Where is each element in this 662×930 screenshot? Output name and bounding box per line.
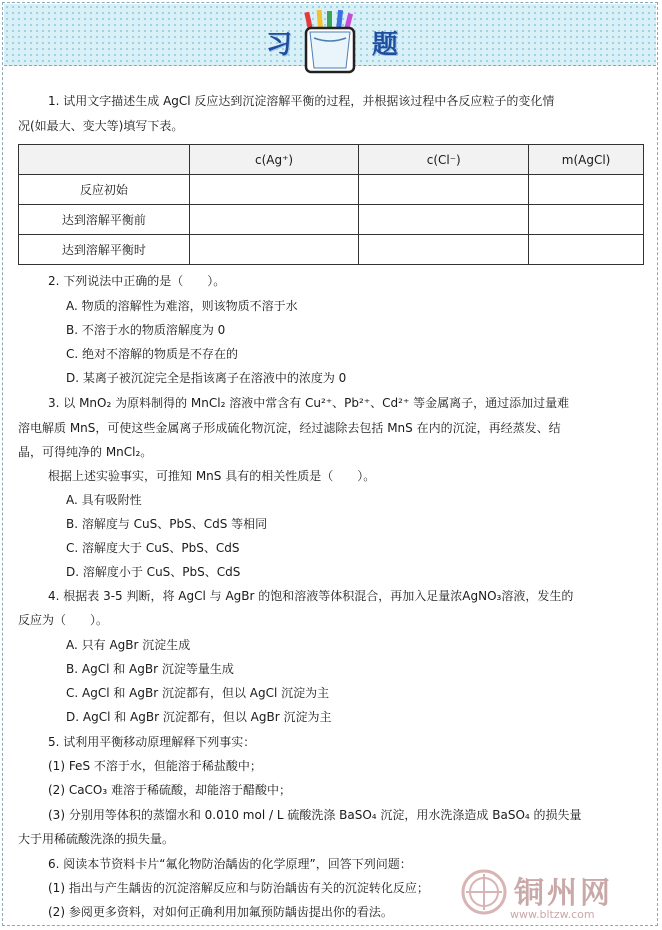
- q3-line3: 晶，可得纯净的 MnCl₂。: [18, 445, 153, 459]
- q4-line1: 4. 根据表 3-5 判断，将 AgCl 与 AgBr 的饱和溶液等体积混合，再加入足量浓AgNO₃溶液，发生的: [48, 589, 574, 603]
- q4-option-c: C. AgCl 和 AgBr 沉淀都有，但以 AgCl 沉淀为主: [66, 686, 330, 700]
- table-row-label: 达到溶解平衡前: [19, 205, 190, 235]
- q6-item2: (2) 参阅更多资料，对如何正确利用加氟预防龋齿提出你的看法。: [48, 905, 393, 919]
- title-left: 习: [266, 30, 294, 60]
- q1-table: [18, 144, 644, 265]
- q2-option-c: C. 绝对不溶解的物质是不存在的: [66, 347, 239, 361]
- table-cell: [189, 235, 359, 265]
- q2-option-a: A. 物质的溶解性为难溶，则该物质不溶于水: [66, 299, 298, 313]
- title-right: 题: [372, 30, 400, 60]
- q5-item1: (1) FeS 不溶于水，但能溶于稀盐酸中；: [48, 759, 262, 773]
- table-header-cell: [19, 145, 190, 175]
- watermark: [460, 866, 660, 926]
- table-header-cell: c(Cl⁻): [359, 145, 529, 175]
- table-row: [19, 235, 644, 265]
- q6-item1: (1) 指出与产生龋齿的沉淀溶解反应和与防治龋齿有关的沉淀转化反应；: [48, 881, 429, 895]
- q3-option-b: B. 溶解度与 CuS、PbS、CdS 等相同: [66, 517, 268, 531]
- q2-option-b: B. 不溶于水的物质溶解度为 0: [66, 323, 226, 337]
- table-row-label: 反应初始: [19, 175, 190, 205]
- table-cell: [359, 175, 529, 205]
- table-row-label: 达到溶解平衡时: [19, 235, 190, 265]
- q3-line2: 溶电解质 MnS，可使这些金属离子形成硫化物沉淀，经过滤除去包括 MnS 在内的沉淀，再经蒸发、结: [18, 421, 561, 435]
- q3-option-a: A. 具有吸附性: [66, 493, 142, 507]
- q4-option-d: D. AgCl 和 AgBr 沉淀都有，但以 AgBr 沉淀为主: [66, 710, 332, 724]
- table-cell: [529, 235, 644, 265]
- q3-option-c: C. 溶解度大于 CuS、PbS、CdS: [66, 541, 240, 555]
- table-cell: [359, 205, 529, 235]
- watermark-url: www.bltzw.com: [510, 908, 595, 921]
- q3-line4: 根据上述实验事实，可推知 MnS 具有的相关性质是（ ）。: [48, 469, 376, 483]
- watermark-logo-icon: [460, 868, 508, 916]
- q4-line2: 反应为（ ）。: [18, 613, 109, 627]
- q1-line1: 1. 试用文字描述生成 AgCl 反应达到沉淀溶解平衡的过程，并根据该过程中各反应粒子的变化情: [48, 94, 555, 108]
- q5-item3a: (3) 分别用等体积的蒸馏水和 0.010 mol / L 硫酸洗涤 BaSO₄ 沉淀，用水洗涤造成 BaSO₄ 的损失量: [48, 808, 582, 822]
- table-cell: [189, 175, 359, 205]
- table-header-cell: m(AgCl): [529, 145, 644, 175]
- table-cell: [529, 175, 644, 205]
- table-header-cell: c(Ag⁺): [189, 145, 359, 175]
- header-band: [4, 4, 656, 66]
- q6-stem: 6. 阅读本节资料卡片“氟化物防治龋齿的化学原理”，回答下列问题：: [48, 857, 412, 871]
- q2-option-d: D. 某离子被沉淀完全是指该离子在溶液中的浓度为 0: [66, 371, 347, 385]
- table-header-row: [19, 145, 644, 175]
- q5-item2: (2) CaCO₃ 难溶于稀硫酸，却能溶于醋酸中；: [48, 783, 291, 797]
- q5-stem: 5. 试利用平衡移动原理解释下列事实：: [48, 735, 256, 749]
- q2-stem: 2. 下列说法中正确的是（ ）。: [48, 274, 226, 288]
- table-row: [19, 175, 644, 205]
- q5-item3b: 大于用稀硫酸洗涤的损失量。: [18, 832, 175, 846]
- table-cell: [529, 205, 644, 235]
- table-row: [19, 205, 644, 235]
- watermark-name: 铜州网: [514, 876, 613, 911]
- q4-option-a: A. 只有 AgBr 沉淀生成: [66, 638, 191, 652]
- table-cell: [189, 205, 359, 235]
- pencil-cup-icon: [300, 10, 360, 74]
- q4-option-b: B. AgCl 和 AgBr 沉淀等量生成: [66, 662, 234, 676]
- q3-option-d: D. 溶解度小于 CuS、PbS、CdS: [66, 565, 241, 579]
- table-cell: [359, 235, 529, 265]
- q3-line1: 3. 以 MnO₂ 为原料制得的 MnCl₂ 溶液中常含有 Cu²⁺、Pb²⁺、Cd²⁺ 等金属离子，通过添加过量难: [48, 396, 570, 410]
- q1-line2: 况(如最大、变大等)填写下表。: [18, 119, 184, 133]
